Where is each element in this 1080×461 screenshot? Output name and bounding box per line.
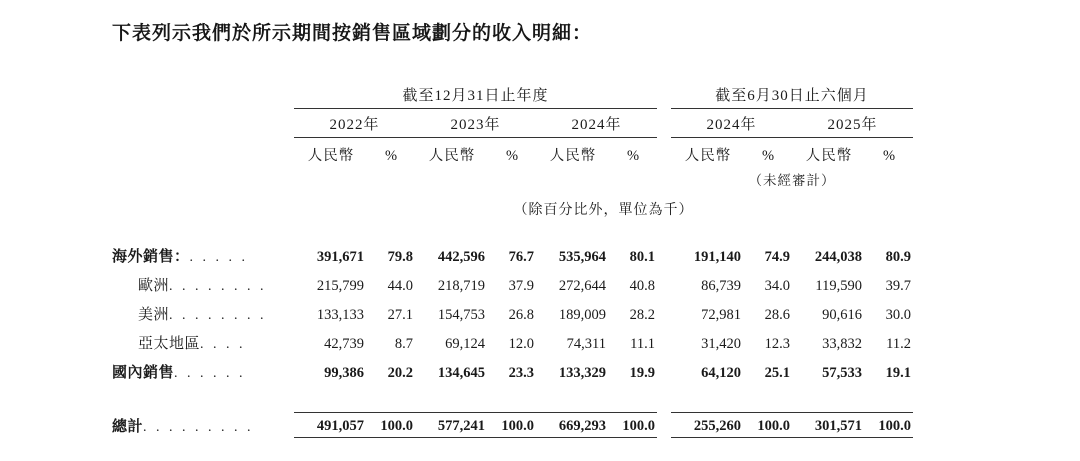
row-label-text: 總計	[112, 418, 144, 435]
cell-value: 30.0	[885, 307, 911, 323]
cell-value: 100.0	[368, 413, 415, 438]
table-units-row	[112, 191, 913, 229]
cell-value: 19.1	[885, 365, 911, 381]
cell-value: 23.3	[508, 365, 534, 381]
leader-dots: . . . . . . . .	[169, 308, 267, 323]
subheader-rmb-2022: 人民幣	[307, 148, 355, 164]
revenue-by-region-table	[112, 84, 913, 441]
cell-value: 33,832	[822, 336, 862, 352]
year-row-gap	[657, 109, 671, 138]
cell-value: 64,120	[701, 365, 741, 381]
cell-value: 301,571	[792, 413, 866, 438]
year-header-2025-interim: 2025年	[792, 109, 913, 138]
row-label-domestic-sales	[112, 357, 294, 386]
units-label-cell	[112, 191, 294, 229]
table-group-header-row	[112, 84, 913, 109]
cell-value: 8.7	[394, 336, 413, 352]
cell-value: 191,140	[693, 249, 741, 265]
cell-value: 100.0	[610, 413, 657, 438]
table-spacer-row	[112, 386, 913, 413]
cell-value: 25.1	[764, 365, 790, 381]
spacer-cell	[112, 386, 913, 413]
leader-dots: . . . . .	[189, 250, 249, 265]
subheader-rmb-2025-interim: 人民幣	[805, 148, 853, 164]
units-note: （除百分比外，單位為千）	[513, 203, 694, 218]
row-label-asia-pacific	[112, 328, 294, 357]
cell-value: 69,124	[445, 336, 485, 352]
row-gap	[657, 229, 671, 270]
cell-value: 134,645	[437, 365, 485, 381]
closing-rule-interim	[671, 438, 913, 442]
row-label-text: 歐洲	[138, 278, 170, 294]
cell-value: 42,739	[324, 336, 364, 352]
table-row	[112, 357, 913, 386]
cell-value: 28.2	[629, 307, 655, 323]
table-row	[112, 328, 913, 357]
cell-value: 74.9	[764, 249, 790, 265]
table-sub-header-row	[112, 138, 913, 168]
closing-rule-label-cell	[112, 438, 294, 442]
table-total-row	[112, 413, 913, 438]
closing-rule-annual	[294, 438, 657, 442]
cell-value: 80.9	[885, 249, 911, 265]
cell-value: 11.2	[886, 336, 911, 352]
cell-value: 80.1	[629, 249, 655, 265]
sub-row-gap	[657, 138, 671, 168]
cell-value: 154,753	[437, 307, 485, 323]
cell-value: 20.2	[387, 365, 413, 381]
unaudited-spacer	[112, 167, 671, 191]
cell-value: 74,311	[566, 336, 606, 352]
row-label-text: 海外銷售：	[112, 249, 190, 265]
sub-row-label-cell	[112, 138, 294, 168]
cell-value: 535,964	[558, 249, 606, 265]
cell-value: 669,293	[536, 413, 610, 438]
year-header-2022: 2022年	[294, 109, 415, 138]
cell-value: 28.6	[764, 307, 790, 323]
cell-value: 12.3	[764, 336, 790, 352]
subheader-pct-2025-interim: %	[882, 148, 897, 164]
cell-value: 37.9	[508, 278, 534, 294]
cell-value: 272,644	[558, 278, 606, 294]
cell-value: 34.0	[764, 278, 790, 294]
cell-value: 255,260	[671, 413, 745, 438]
corner-cell	[112, 84, 294, 109]
cell-value: 12.0	[508, 336, 534, 352]
cell-value: 26.8	[508, 307, 534, 323]
row-label-europe	[112, 270, 294, 299]
cell-value: 133,329	[558, 365, 606, 381]
row-gap	[657, 270, 671, 299]
leader-dots: . . . .	[200, 337, 246, 352]
cell-value: 76.7	[508, 249, 534, 265]
row-gap	[657, 299, 671, 328]
subheader-pct-2024-interim: %	[761, 148, 776, 164]
closing-rule-gap	[657, 438, 671, 442]
intro-paragraph: 下表列示我們於所示期間按銷售區域劃分的收入明細：	[112, 23, 593, 44]
cell-value: 391,671	[316, 249, 364, 265]
cell-value: 215,799	[316, 278, 364, 294]
cell-value: 100.0	[745, 413, 792, 438]
cell-value: 27.1	[387, 307, 413, 323]
cell-value: 189,009	[558, 307, 606, 323]
subheader-rmb-2023: 人民幣	[428, 148, 476, 164]
subheader-rmb-2024: 人民幣	[549, 148, 597, 164]
cell-value: 99,386	[324, 365, 364, 381]
cell-value: 40.8	[629, 278, 655, 294]
cell-value: 491,057	[294, 413, 368, 438]
cell-value: 44.0	[387, 278, 413, 294]
header-gap	[657, 84, 671, 109]
group-header-annual: 截至12月31日止年度	[294, 84, 657, 109]
group-header-interim: 截至6月30日止六個月	[671, 84, 913, 109]
subheader-pct-2023: %	[505, 148, 520, 164]
leader-dots: . . . . . . . .	[169, 279, 267, 294]
cell-value: 39.7	[885, 278, 911, 294]
cell-value: 133,133	[316, 307, 364, 323]
row-label-text: 美洲	[138, 307, 170, 323]
cell-value: 90,616	[822, 307, 862, 323]
table-year-header-row	[112, 109, 913, 138]
row-label-overseas-sales	[112, 229, 294, 270]
subheader-pct-2024: %	[626, 148, 641, 164]
row-gap	[657, 413, 671, 438]
cell-value: 86,739	[701, 278, 741, 294]
table-closing-rule-row	[112, 438, 913, 442]
leader-dots: . . . . . . . . .	[143, 419, 254, 435]
cell-value: 100.0	[866, 413, 913, 438]
unaudited-note: （未經審計）	[748, 173, 836, 188]
row-gap	[657, 328, 671, 357]
row-gap	[657, 357, 671, 386]
row-label-text: 國內銷售	[112, 365, 175, 381]
year-header-2024-interim: 2024年	[671, 109, 792, 138]
cell-value: 244,038	[814, 249, 862, 265]
cell-value: 100.0	[489, 413, 536, 438]
table-row	[112, 270, 913, 299]
cell-value: 19.9	[629, 365, 655, 381]
subheader-rmb-2024-interim: 人民幣	[684, 148, 732, 164]
table-unaudited-row	[112, 167, 913, 191]
cell-value: 31,420	[701, 336, 741, 352]
cell-value: 72,981	[701, 307, 741, 323]
row-label-americas	[112, 299, 294, 328]
cell-value: 218,719	[437, 278, 485, 294]
year-header-2023: 2023年	[415, 109, 536, 138]
leader-dots: . . . . . .	[174, 366, 246, 381]
row-label-total	[112, 413, 294, 438]
row-label-text: 亞太地區	[138, 336, 201, 352]
table-row	[112, 299, 913, 328]
year-row-label-cell	[112, 109, 294, 138]
cell-value: 577,241	[415, 413, 489, 438]
subheader-pct-2022: %	[384, 148, 399, 164]
cell-value: 442,596	[437, 249, 485, 265]
cell-value: 57,533	[822, 365, 862, 381]
year-header-2024: 2024年	[536, 109, 657, 138]
cell-value: 119,590	[815, 278, 862, 294]
cell-value: 79.8	[387, 249, 413, 265]
table-row	[112, 229, 913, 270]
cell-value: 11.1	[630, 336, 655, 352]
